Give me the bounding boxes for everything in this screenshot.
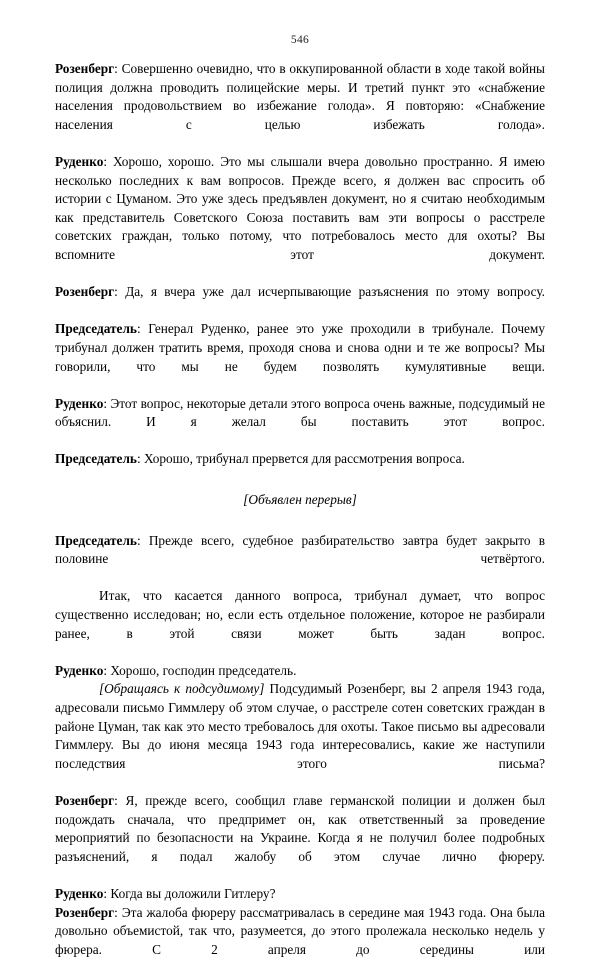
- speaker-separator: :: [103, 662, 111, 678]
- transcript-paragraph: [55, 885, 545, 904]
- speaker-separator: :: [136, 451, 144, 467]
- stage-direction-inline: [Обращаясь к подсудимому]: [99, 681, 265, 697]
- speech-text: Хорошо, господин председатель.: [110, 662, 297, 678]
- speaker-name: Розенберг: [55, 284, 115, 300]
- speaker-name: Руденко: [55, 153, 104, 169]
- speech-text: Генерал Руденко, ранее это уже проходили в трибунале. Почему трибунал должен тратить время, проходя снова и снова одни и те же вопросы? Мы говорили, что мы не будем позволять кумулятивные вещи.: [55, 321, 545, 374]
- speaker-separator: :: [136, 532, 149, 548]
- speaker-name: Руденко: [55, 662, 104, 678]
- speaker-name: Руденко: [55, 395, 104, 411]
- speech-text: Я, прежде всего, сообщил главе германской полиции и должен был подождать сначала, что предпримет он, как ответственный за проведение мероприятий по безопасности на Украине. Когда я не получил более подробных разъяснений, я подал жалобу об этом случае лично фюреру.: [55, 792, 545, 864]
- transcript-paragraph-indented: [55, 587, 545, 661]
- transcript-paragraph: [55, 662, 545, 681]
- speaker-separator: :: [114, 904, 122, 920]
- page-number: 546: [290, 34, 310, 46]
- transcript-paragraph: [55, 153, 545, 283]
- speech-text: Хорошо, хорошо. Это мы слышали вчера довольно пространно. Я имею несколько последних к вам вопросов. Прежде всего, я должен вас спросить об истории с Цуманом. Это уже здесь предъявлен документ, но я считаю необходимым как представитель Советского Союза поставить вам эти вопросы о расстреле советских граждан, только потому, что потребовалось место для охоты? Вы вспомните этот документ.: [55, 153, 545, 262]
- transcript-paragraph: [55, 320, 545, 394]
- paragraph-text: Итак, что касается данного вопроса, трибунал думает, что вопрос существенно исследован; но, если есть отдельное положение, которое не разбирали ранее, в этой связи может быть задан вопрос.: [55, 588, 545, 641]
- speaker-name: Руденко: [55, 885, 104, 901]
- speaker-separator: :: [103, 885, 111, 901]
- transcript-paragraph: [55, 60, 545, 153]
- transcript-paragraph: [55, 532, 545, 588]
- speech-text: Да, я вчера уже дал исчерпывающие разъяснения по этому вопросу.: [125, 284, 545, 300]
- transcript-paragraph: [55, 904, 545, 978]
- page-body: [55, 60, 545, 978]
- speaker-separator: :: [114, 61, 122, 76]
- speech-text: Совершенно очевидно, что в оккупированной области в ходе такой войны полиция должна проводить полицейские меры. И третий пункт это «снабжение населения продовольствием во избежание голода». Я повторяю: «Снабжение населения с целью избежать голода».: [55, 61, 545, 132]
- stage-direction: [55, 491, 545, 510]
- transcript-paragraph-indented: [55, 680, 545, 792]
- transcript-paragraph: [55, 395, 545, 451]
- speaker-separator: :: [103, 395, 111, 411]
- transcript-paragraph: [55, 450, 545, 469]
- speaker-separator: :: [136, 321, 149, 337]
- speaker-separator: :: [103, 153, 114, 169]
- block-spacer: [55, 510, 545, 532]
- speech-text: Хорошо, трибунал прервется для рассмотрения вопроса.: [143, 451, 465, 467]
- speaker-separator: :: [114, 284, 126, 300]
- paragraph-text: Подсудимый Розенберг, вы 2 апреля 1943 года, адресовали письмо Гиммлеру об этом случае, о расстреле сотен советских граждан в районе Цуман, так как это место требовалось для охоты. Такое письмо вы адресовали Гиммлеру. Вы до июня месяца 1943 года интересовались, какие же наступили последствия этого письма?: [55, 681, 545, 771]
- speech-text: Когда вы доложили Гитлеру?: [110, 885, 276, 901]
- stage-direction-text: [Объявлен перерыв]: [243, 492, 357, 508]
- speech-text: Эта жалоба фюреру рассматривалась в середине мая 1943 года. Она была довольно объемистой, так что, разумеется, до этого пролежала несколько недель у фюрера. С 2 апреля до середины или: [55, 904, 545, 957]
- speaker-name: Председатель: [55, 451, 137, 467]
- speaker-name: Председатель: [55, 532, 137, 548]
- transcript-paragraph: [55, 283, 545, 320]
- transcript-paragraph: [55, 792, 545, 885]
- block-spacer: [55, 469, 545, 491]
- speech-text: Прежде всего, судебное разбирательство завтра будет закрыто в половине четвёртого.: [55, 532, 545, 567]
- speaker-name: Председатель: [55, 321, 137, 337]
- speaker-name: Розенберг: [55, 61, 115, 76]
- speaker-name: Розенберг: [55, 792, 115, 808]
- speaker-separator: :: [114, 792, 126, 808]
- speaker-name: Розенберг: [55, 904, 115, 920]
- speech-text: Этот вопрос, некоторые детали этого вопроса очень важные, подсудимый не объяснил. И я желал бы поставить этот вопрос.: [55, 395, 545, 430]
